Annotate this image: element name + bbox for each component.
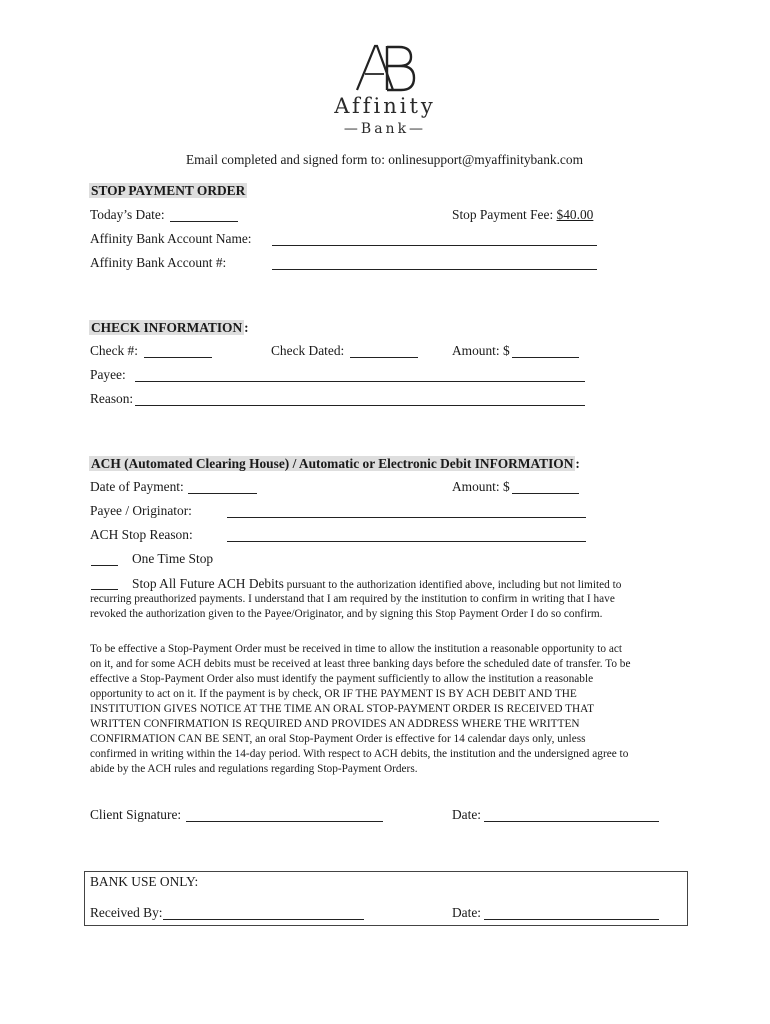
stop-payment-heading bbox=[89, 182, 247, 200]
ach-payee-label: Payee / Originator: bbox=[90, 503, 192, 518]
ach-information-heading bbox=[89, 455, 580, 473]
signature-date-label: Date: bbox=[452, 807, 481, 822]
check-number-label: Check #: bbox=[90, 343, 138, 358]
check-information-heading bbox=[89, 319, 249, 337]
fee-label: Stop Payment Fee: bbox=[452, 207, 554, 222]
fee-value: $40.00 bbox=[556, 207, 594, 222]
todays-date-label: Today’s Date: bbox=[90, 207, 165, 222]
disclaimer-line: opportunity to act on it. If the payment is by check, OR IF THE PAYMENT IS BY ACH DEBIT AND THE bbox=[90, 688, 577, 700]
check-amount-label: Amount: $ bbox=[452, 343, 510, 358]
account-name-field[interactable] bbox=[272, 245, 597, 246]
one-time-stop-checkline[interactable] bbox=[91, 565, 118, 566]
logo-subtitle: —Bank— bbox=[343, 121, 427, 137]
logo-wordmark: Affinity bbox=[334, 94, 436, 118]
disclaimer-line: INSTITUTION GIVES NOTICE AT THE TIME AN ORAL STOP-PAYMENT ORDER IS RECEIVED THAT bbox=[90, 703, 594, 715]
account-name-label: Affinity Bank Account Name: bbox=[90, 231, 252, 246]
one-time-stop-label: One Time Stop bbox=[132, 551, 214, 566]
ach-payee-field[interactable] bbox=[227, 517, 586, 518]
payee-field[interactable] bbox=[135, 381, 585, 382]
ach-reason-label: ACH Stop Reason: bbox=[90, 527, 193, 542]
bank-use-only-title: BANK USE ONLY: bbox=[90, 874, 199, 889]
reason-field[interactable] bbox=[135, 405, 585, 406]
bank-date-field[interactable] bbox=[484, 919, 659, 920]
heading-colon: : bbox=[575, 456, 580, 471]
stop-all-future-label: Stop All Future ACH Debits bbox=[132, 576, 284, 591]
ach-date-field[interactable] bbox=[188, 493, 257, 494]
email-instruction: Email completed and signed form to: onlinesupport@myaffinitybank.com bbox=[186, 152, 583, 167]
disclaimer-line: WRITTEN CONFIRMATION IS REQUIRED AND PROVIDES AN ADDRESS WHERE THE WRITTEN bbox=[90, 718, 580, 730]
ach-date-label: Date of Payment: bbox=[90, 479, 184, 494]
todays-date-field[interactable] bbox=[170, 221, 238, 222]
check-dated-field[interactable] bbox=[350, 357, 418, 358]
section-heading-text: STOP PAYMENT ORDER bbox=[91, 183, 246, 198]
stop-all-future-text: pursuant to the authorization identified above, including but not limited to bbox=[283, 579, 622, 591]
client-signature-field[interactable] bbox=[186, 821, 383, 822]
stop-all-future-line2: recurring preauthorized payments. I understand that I am required by the institution to confirm in writing that I have bbox=[90, 593, 615, 605]
check-number-field[interactable] bbox=[144, 357, 212, 358]
disclaimer-line: To be effective a Stop-Payment Order must be received in time to allow the institution a reasonable opportunity to act bbox=[90, 643, 623, 655]
client-signature-label: Client Signature: bbox=[90, 807, 182, 822]
payee-label: Payee: bbox=[90, 367, 126, 382]
account-number-field[interactable] bbox=[272, 269, 597, 270]
account-number-label: Affinity Bank Account #: bbox=[90, 255, 227, 270]
stop-all-future-line3: revoked the authorization given to the Payee/Originator, and by signing this Stop Payment Order I do so confirm. bbox=[90, 608, 603, 620]
disclaimer-line: confirmed in writing within the 14-day period. With respect to ACH debits, the institution and the undersigned agree to bbox=[90, 748, 629, 760]
ach-reason-field[interactable] bbox=[227, 541, 586, 542]
bank-date-label: Date: bbox=[452, 905, 481, 920]
disclaimer-line: effective a Stop-Payment Order also must identify the payment sufficiently to allow the institution a reasonable bbox=[90, 673, 594, 685]
signature-date-field[interactable] bbox=[484, 821, 659, 822]
section-heading-text: CHECK INFORMATION bbox=[91, 320, 243, 335]
ach-amount-label: Amount: $ bbox=[452, 479, 510, 494]
disclaimer-line: on it, and for some ACH debits must be received at least three banking days before the scheduled date of transfer. To be bbox=[90, 658, 631, 670]
received-by-label: Received By: bbox=[90, 905, 163, 920]
received-by-field[interactable] bbox=[163, 919, 364, 920]
stop-all-future-checkline[interactable] bbox=[91, 589, 118, 590]
section-heading-text: ACH (Automated Clearing House) / Automatic or Electronic Debit INFORMATION bbox=[91, 456, 574, 471]
stop-all-future-line1 bbox=[132, 575, 621, 593]
check-amount-field[interactable] bbox=[512, 357, 579, 358]
reason-label: Reason: bbox=[90, 391, 134, 406]
affinity-bank-logo-icon bbox=[353, 44, 417, 92]
heading-colon: : bbox=[244, 320, 249, 335]
disclaimer-line: CONFIRMATION CAN BE SENT, an oral Stop-Payment Order is effective for 14 calendar days only, unless bbox=[90, 733, 586, 745]
ach-amount-field[interactable] bbox=[512, 493, 579, 494]
stop-payment-fee bbox=[452, 207, 593, 223]
disclaimer-line: abide by the ACH rules and regulations regarding Stop-Payment Orders. bbox=[90, 763, 418, 775]
check-dated-label: Check Dated: bbox=[271, 343, 345, 358]
